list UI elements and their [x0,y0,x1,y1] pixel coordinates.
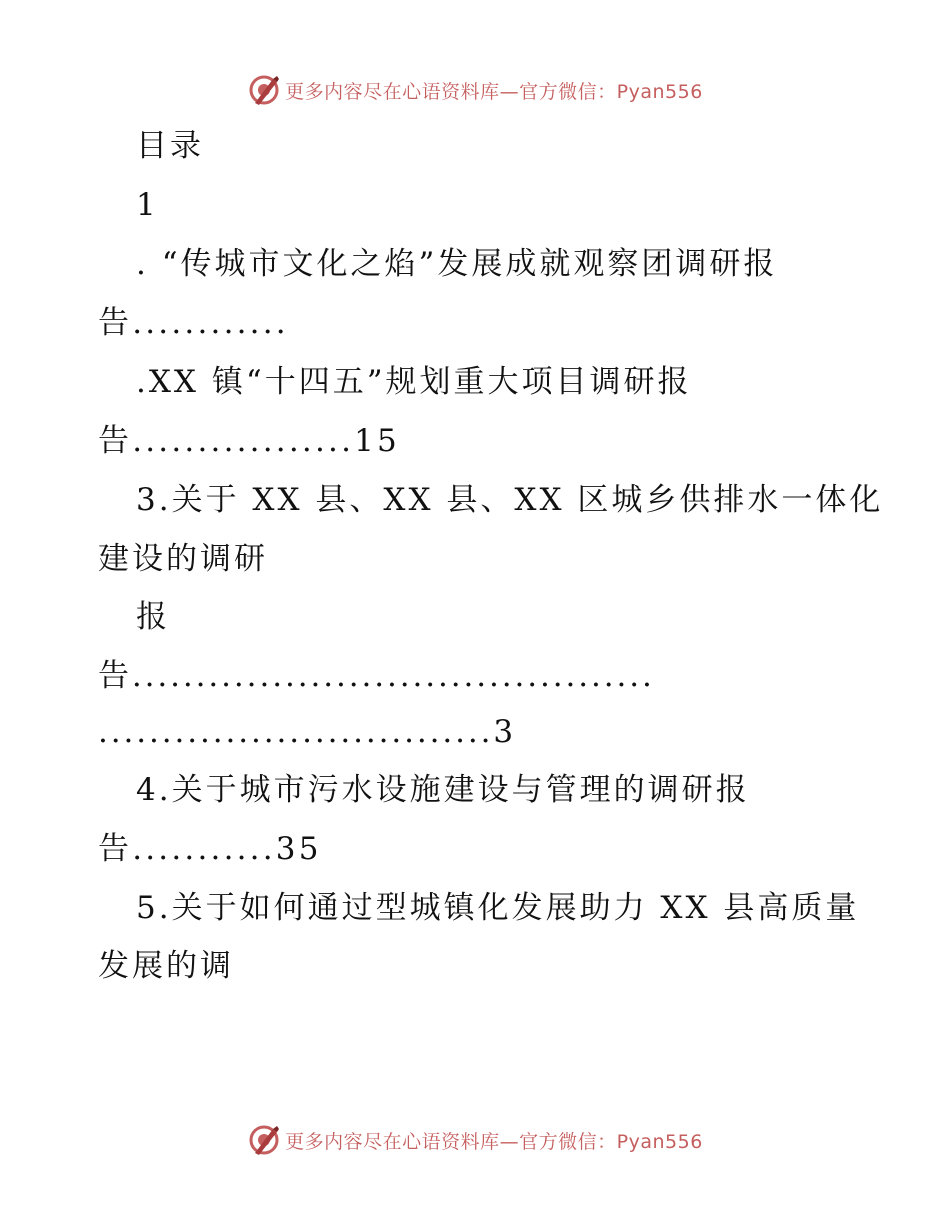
toc-line: 报 [136,599,170,635]
watermark-banner-top [0,70,950,110]
toc-line: 告......................................... [98,658,655,694]
toc-line: 5.关于如何通过型城镇化发展助力 XX 县高质量 [136,890,860,926]
watermark-text: 更多内容尽在心语资料库—官方微信：Pyan556 [285,80,703,103]
watermark-banner-bottom [0,1120,950,1160]
toc-line: .XX 镇“十四五”规划重大项目调研报 [136,364,692,400]
toc-line: 告.................15 [98,423,400,459]
watermark-text: 更多内容尽在心语资料库—官方微信：Pyan556 [285,1130,703,1153]
toc-line: 建设的调研 [98,541,268,577]
toc-line: 告...........35 [98,831,322,867]
pen-logo-icon [247,1123,281,1157]
toc-heading: 目录 [136,128,204,164]
pen-logo-icon [247,73,281,107]
toc-line: . “传城市文化之焰”发展成就观察团调研报 [136,246,778,282]
toc-line: 告............ [98,305,289,341]
toc-line: ...............................3 [98,714,516,750]
toc-line: 1 [136,187,159,223]
toc-line: 4.关于城市污水设施建设与管理的调研报 [136,772,750,808]
toc-line: 3.关于 XX 县、XX 县、XX 区城乡供排水一体化 [136,482,884,518]
toc-line: 发展的调 [98,948,234,984]
